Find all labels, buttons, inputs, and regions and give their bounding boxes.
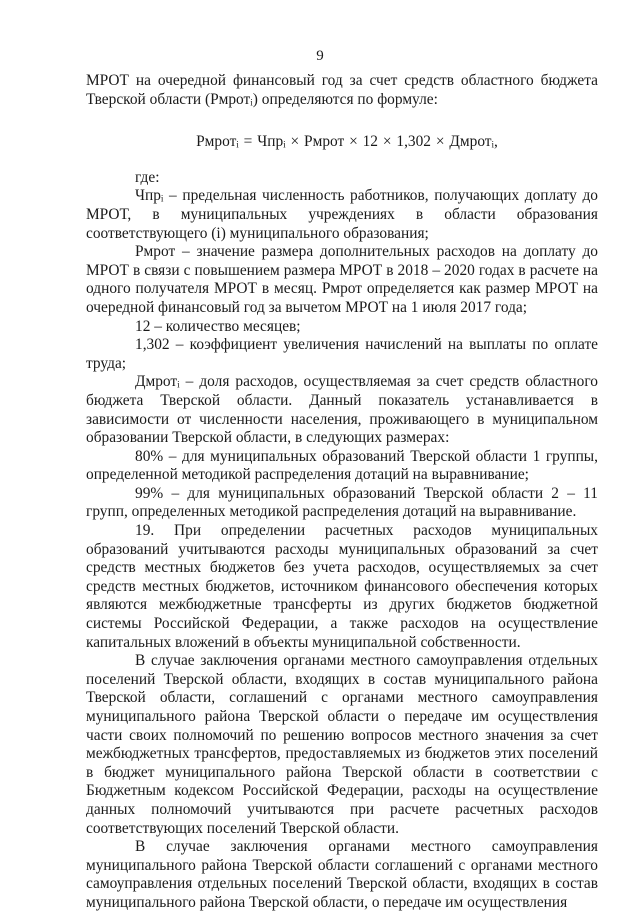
paragraph-99-percent: 99% – для муниципальных образований Тверской области 2 – 11 групп, определенных методикой распределения дотаций на выравнивание.: [86, 484, 598, 521]
paragraph-district-agreement: В случае заключения органами местного самоуправления муниципального района Тверской области соглашений с органами местного самоуправления отдельных поселений Тверской области, входящих в состав муниципального района Тверской области, о передаче им осуществления: [86, 838, 598, 911]
formula: Рмротᵢ = Чпрᵢ × Рмрот × 12 × 1,302 × Дмротᵢ,: [196, 133, 498, 151]
page-number: 9: [316, 48, 324, 64]
paragraph-dmrot: Дмротᵢ – доля расходов, осуществляемая за счет средств областного бюджета Тверской области. Данный показатель устанавливается в зависимости от численности населения, проживающего в муниципальном образовании Тверской области, в следующих размерах:: [86, 373, 598, 447]
where-label: где:: [135, 168, 160, 186]
paragraph-coefficient: 1,302 – коэффициент увеличения начислений на выплаты по оплате труда;: [86, 336, 598, 372]
paragraph-months: 12 – количество месяцев;: [135, 317, 301, 335]
paragraph-chpr: Чпрᵢ – предельная численность работников, получающих доплату до МРОТ, в муниципальных учреждениях в области образования соответствующего (i) муниципального образования;: [86, 187, 598, 242]
paragraph-80-percent: 80% – для муниципальных образований Тверской области 1 группы, определенной методикой распределения дотаций на выравнивание;: [86, 447, 598, 484]
paragraph-rmrot: Рмрот – значение размера дополнительных расходов на доплату до МРОТ в связи с повышением размера МРОТ в 2018 – 2020 годах в расчете на одного получателя МРОТ в месяц. Рмрот определяется как размер МРОТ на очередной финансовый год за вычетом МРОТ на 1 июля 2017 года;: [86, 243, 598, 316]
intro-paragraph: МРОТ на очередной финансовый год за счет средств областного бюджета Тверской области (Рмротᵢ) определяются по формуле:: [86, 72, 598, 108]
paragraph-settlements-agreement: В случае заключения органами местного самоуправления отдельных поселений Тверской области, входящих в состав муниципального района Тверской области, соглашений с органами местного самоуправления муниципального района Тверской области о передаче им осуществления части своих полномочий по решению вопросов местного значения за счет межбюджетных трансфертов, предоставляемых из бюджетов этих поселений в бюджет муниципального района Тверской области в соответствии с Бюджетным кодексом Российской Федерации, расходы на осуществление данных полномочий учитываются при расчете расчетных расходов соответствующих поселений Тверской области.: [86, 652, 598, 837]
document-body: [86, 72, 598, 913]
paragraph-section-19: 19. При определении расчетных расходов муниципальных образований учитываются расходы муниципальных образований за счет средств местных бюджетов без учета расходов, осуществляемых за счет средств местных бюджетов, источником финансового обеспечения которых являются межбюджетные трансферты из других бюджетов бюджетной системы Российской Федерации, а также расходов на осуществление капитальных вложений в объекты муниципальной собственности.: [86, 522, 598, 651]
